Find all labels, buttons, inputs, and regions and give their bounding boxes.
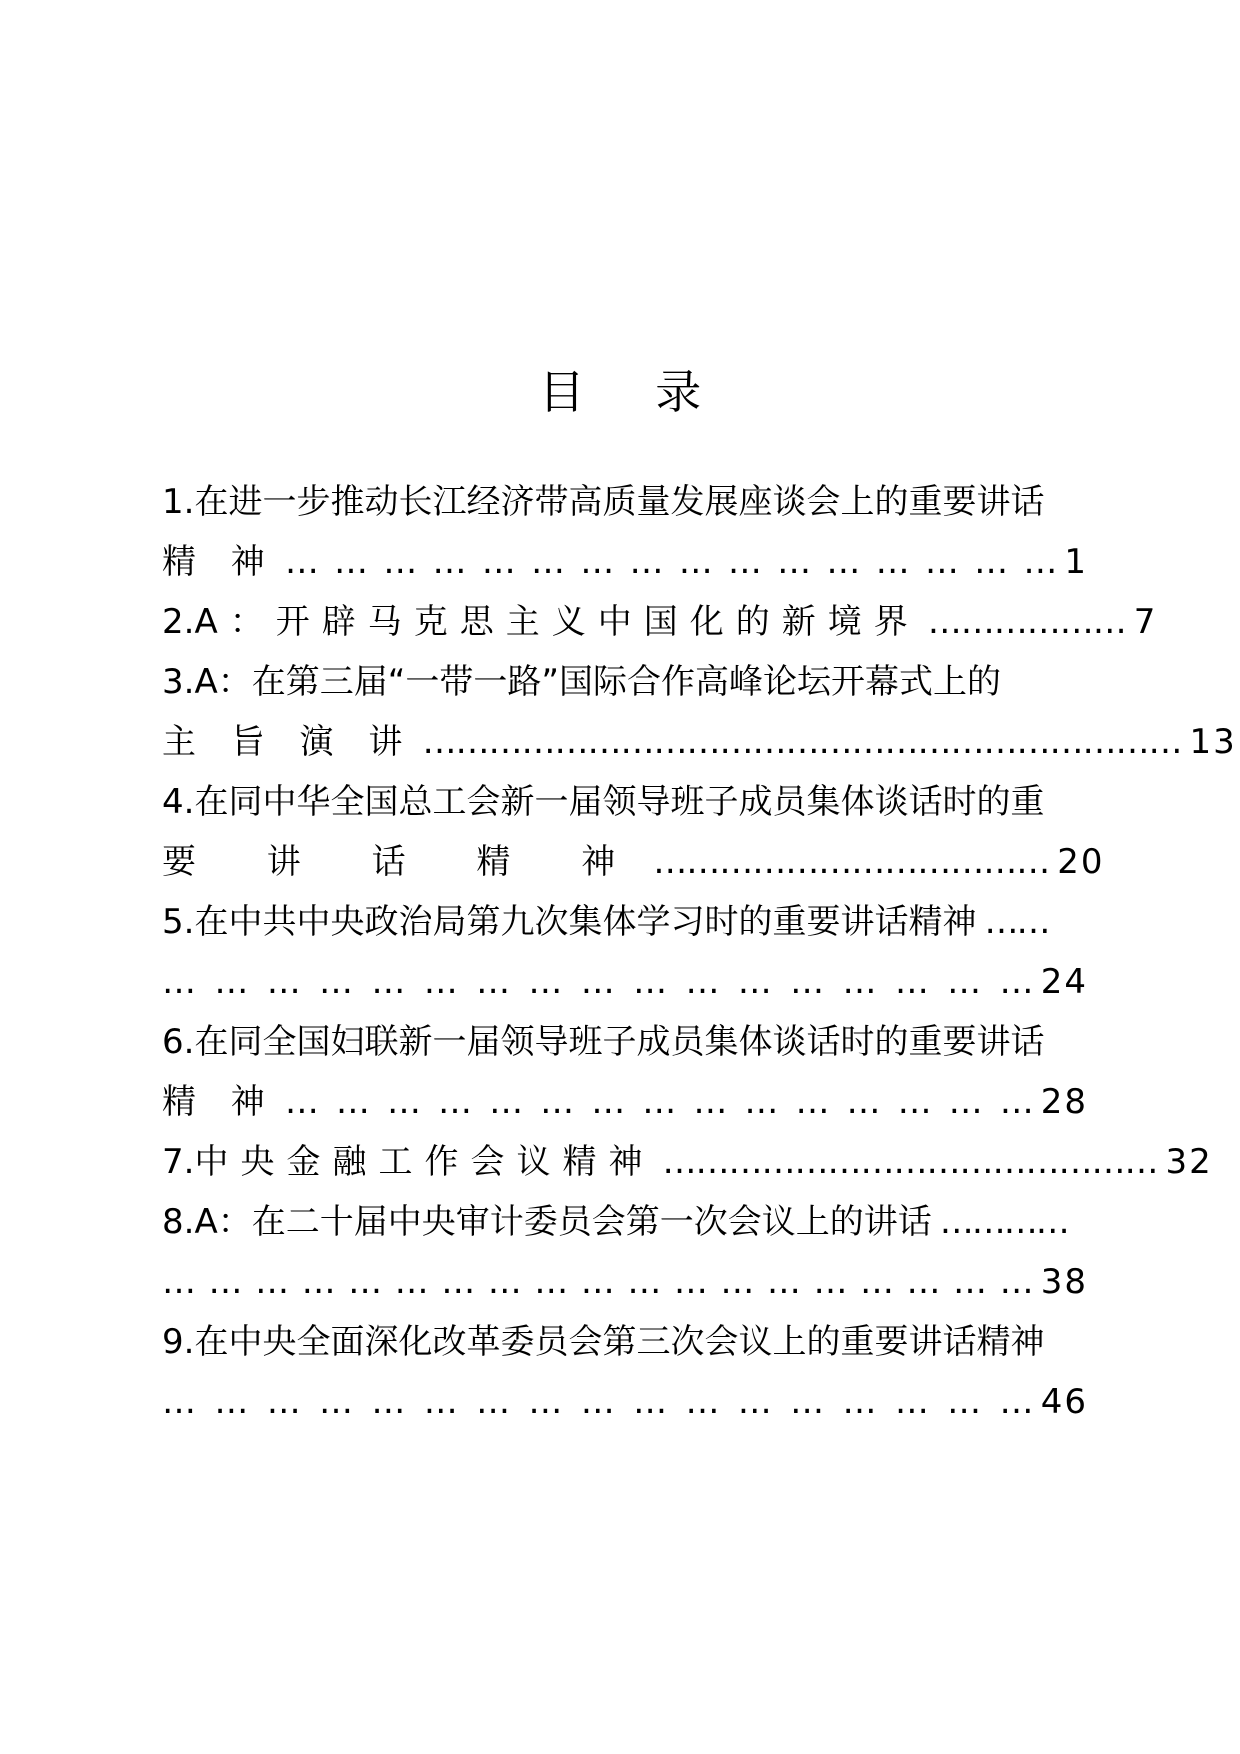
toc-entry-3-line-2 bbox=[162, 712, 1237, 772]
toc-leader-dots: … … … … … … bbox=[927, 602, 1126, 642]
toc-entry-number: 2. bbox=[162, 602, 195, 642]
toc-page-number: 7 bbox=[1133, 602, 1158, 642]
toc-page-number: 32 bbox=[1165, 1142, 1213, 1182]
toc-entry-number: 7. bbox=[162, 1142, 195, 1182]
toc-entry-title: 在同中华全国总工会新一届领导班子成员集体谈话时的重 bbox=[194, 782, 1045, 822]
toc-entry-title: 在中共中央政治局第九次集体学习时的重要讲话精神 bbox=[194, 902, 977, 942]
toc-entry-1-line-1 bbox=[162, 472, 1088, 532]
toc-entry-4-line-1 bbox=[162, 772, 1088, 832]
toc-entry-title: 在进一步推动长江经济带高质量发展座谈会上的重要讲话 bbox=[194, 482, 1045, 522]
toc-leader-dots: ………… bbox=[939, 1202, 1068, 1242]
toc-entry-5-line-2 bbox=[162, 952, 1088, 1012]
toc-entry-title: 中央金融工作会议精神 bbox=[194, 1142, 655, 1182]
toc-page-number: 20 bbox=[1057, 842, 1105, 882]
toc-leader-dots: … … … … … … … … … … … … … … … … … … … bbox=[162, 1262, 1033, 1302]
toc-entry-title-continued: 主 旨 演 讲 bbox=[162, 722, 415, 762]
toc-entry-number: 3. bbox=[162, 662, 195, 702]
toc-entry-2-line-1 bbox=[162, 592, 1158, 652]
toc-entry-7-line-1 bbox=[162, 1132, 1213, 1192]
toc-entry-number: 6. bbox=[162, 1022, 195, 1062]
toc-page-number: 38 bbox=[1040, 1262, 1088, 1302]
toc-page-number: 24 bbox=[1040, 962, 1088, 1002]
toc-entry-8-line-2 bbox=[162, 1252, 1088, 1312]
toc-leader-dots: … … … … … … … … … … … … … … … … … … … … … … … bbox=[422, 722, 1182, 762]
toc-entry-6-line-1 bbox=[162, 1012, 1088, 1072]
toc-leader-dots: … … … … … … … … … … … … … … … … bbox=[284, 542, 1057, 582]
toc-entry-number: 4. bbox=[162, 782, 195, 822]
toc-entry-title-continued: 精 神 bbox=[162, 1082, 277, 1122]
toc-entry-title: 在同全国妇联新一届领导班子成员集体谈话时的重要讲话 bbox=[194, 1022, 1045, 1062]
toc-entry-6-line-2 bbox=[162, 1072, 1088, 1132]
toc-leader-dots: … … … … … … … … … … … … … … … bbox=[662, 1142, 1158, 1182]
toc-entry-title-continued: 要 讲 话 精 神 bbox=[162, 842, 646, 882]
toc-title: 目 录 bbox=[538, 365, 730, 419]
toc-page-number: 13 bbox=[1189, 722, 1237, 762]
toc-entry-number: 9. bbox=[162, 1322, 195, 1362]
toc-leader-dots: … … … … … … … … … … … … bbox=[653, 842, 1050, 882]
toc-entry-8-line-1 bbox=[162, 1192, 1088, 1252]
toc-leader-dots: … … … … … … … … … … … … … … … bbox=[284, 1082, 1033, 1122]
toc-page-number: 46 bbox=[1040, 1382, 1088, 1422]
toc-entry-title: A：开辟马克思主义中国化的新境界 bbox=[194, 602, 920, 642]
toc-entry-3-line-1 bbox=[162, 652, 1088, 712]
toc-entry-9-line-2 bbox=[162, 1372, 1088, 1432]
toc-entry-title: A：在二十届中央审计委员会第一次会议上的讲话 bbox=[194, 1202, 932, 1242]
toc-list bbox=[162, 472, 1237, 1432]
toc-leader-dots: … … … … … … … … … … … … … … … … … bbox=[162, 962, 1033, 1002]
toc-leader-dots: …… bbox=[984, 902, 1049, 942]
toc-leader-dots: … … … … … … … … … … … … … … … … … bbox=[162, 1382, 1033, 1422]
toc-entry-number: 5. bbox=[162, 902, 195, 942]
toc-entry-9-line-1 bbox=[162, 1312, 1088, 1372]
toc-entry-5-line-1 bbox=[162, 892, 1088, 952]
toc-entry-number: 1. bbox=[162, 482, 195, 522]
toc-entry-1-line-2 bbox=[162, 532, 1088, 592]
toc-entry-title-continued: 精 神 bbox=[162, 542, 277, 582]
toc-page-number: 28 bbox=[1040, 1082, 1088, 1122]
toc-entry-4-line-2 bbox=[162, 832, 1105, 892]
toc-entry-title: 在中央全面深化改革委员会第三次会议上的重要讲话精神 bbox=[194, 1322, 1045, 1362]
toc-entry-title: A：在第三届“一带一路”国际合作高峰论坛开幕式上的 bbox=[194, 662, 1001, 702]
toc-entry-number: 8. bbox=[162, 1202, 195, 1242]
toc-page-number: 1 bbox=[1064, 542, 1088, 582]
